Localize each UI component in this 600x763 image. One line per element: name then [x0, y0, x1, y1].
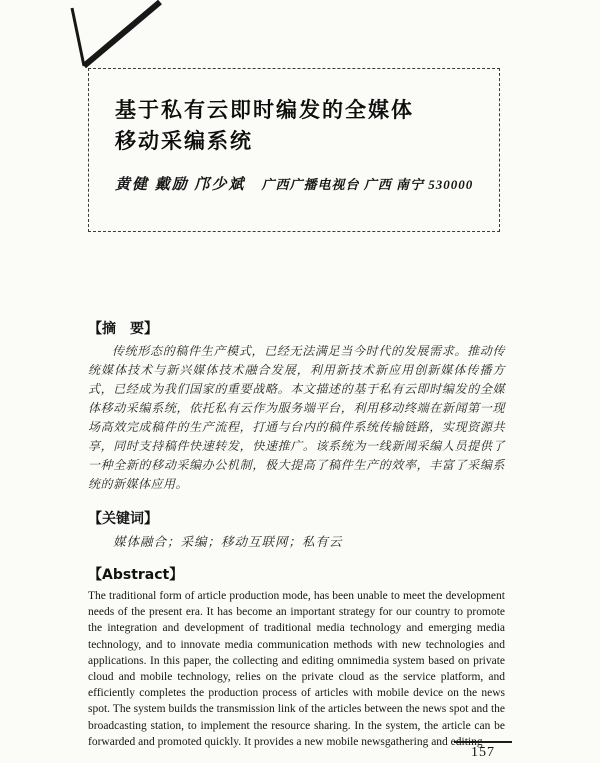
- paper-title-line2: 移动采编系统: [115, 129, 253, 153]
- abstract-en-text: The traditional form of article production mode, has been unable to meet the development needs of the present era. It has become an important strategy for our country to promote the integration and development of traditional media technology and emerging media technology, and to innovate media communication methods with new technologies and applications. In this paper, the collecting and editing omnimedia system based on private cloud and mobile technology, relies on the private cloud as the service platform, and efficiently completes the production process of articles with mobile device on the news spot. The system builds the transmission link of the articles between the news spot and the broadcasting station, to implement the resource sharing. In the system, the article can be forwarded and promoted quickly. It provides a new mobile newsgathering and editing: [88, 590, 505, 748]
- affiliation: 广西广播电视台 广西 南宁 530000: [261, 177, 474, 192]
- paper-body: [88, 318, 505, 750]
- authors: 黄健 戴励 邝少斌: [115, 177, 246, 193]
- title-box: [88, 68, 500, 232]
- abstract-en-label: 【Abstract】: [88, 567, 184, 583]
- page-number: 157: [471, 745, 495, 760]
- keywords-text: 媒体融合；采编；移动互联网；私有云: [113, 534, 343, 549]
- footer-rule: [454, 741, 512, 743]
- paper-title-line1: 基于私有云即时编发的全媒体: [115, 98, 414, 122]
- author-line: [115, 173, 499, 194]
- abstract-cn-text: 传统形态的稿件生产模式，已经无法满足当今时代的发展需求。推动传统媒体技术与新兴媒体技术融合发展，利用新技术新应用创新媒体传播方式，已经成为我们国家的重要战略。本文描述的基于私有云即时编发的全媒体移动采编系统，依托私有云作为服务端平台，利用移动终端在新闻第一现场高效完成稿件的生产流程，打通与台内的稿件系统传输链路，实现资源共享，同时支持稿件快速转发，快速推广。该系统为一线新闻采编人员提供了一种全新的移动采编办公机制，极大提高了稿件生产的效率，丰富了采编系统的新媒体应用。: [88, 344, 505, 491]
- keywords-label: 【关键词】: [88, 511, 158, 527]
- abstract-cn-label: 【摘 要】: [88, 321, 158, 337]
- page-footer: [454, 741, 512, 761]
- paper-title: [115, 95, 499, 157]
